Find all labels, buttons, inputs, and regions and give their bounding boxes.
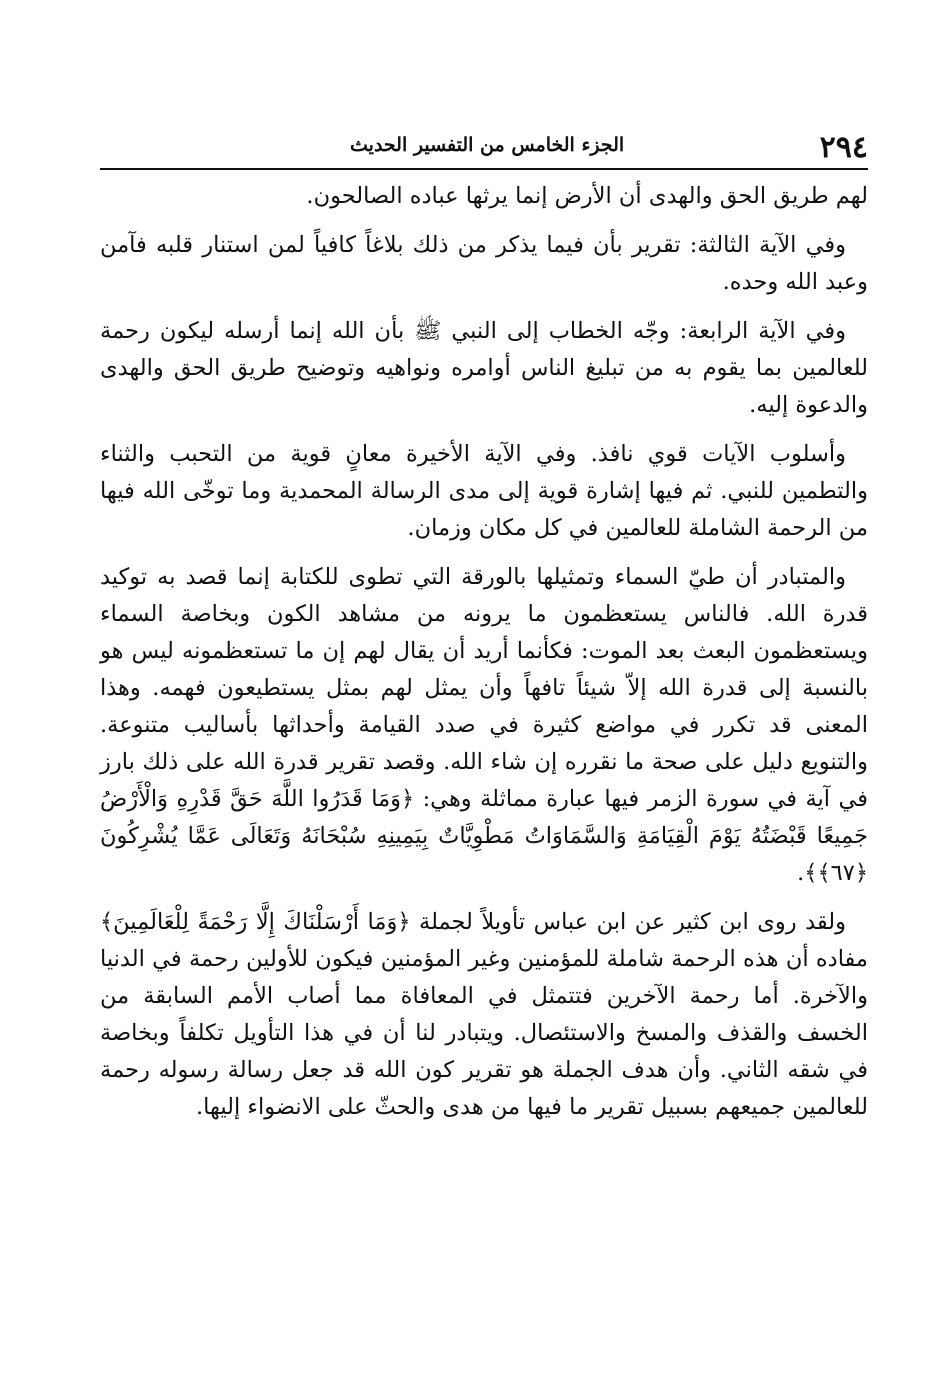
- page-body: [100, 178, 868, 1126]
- page-header: [100, 128, 868, 170]
- running-title: الجزء الخامس من التفسير الحديث: [350, 134, 625, 156]
- paragraph: وفي الآية الثالثة: تقرير بأن فيما يذكر من ذلك بلاغاً كافياً لمن استنار قلبه فآمن وعبد الله وحده.: [100, 232, 868, 295]
- page-number: ٢٩٤: [819, 130, 868, 165]
- paragraph: والمتبادر أن طيّ السماء وتمثيلها بالورقة التي تطوى للكتابة إنما قصد به توكيد قدرة الله. فالناس يستعظمون ما يرونه من مشاهد الكون وبخاصة السماء ويستعظمون البعث بعد الموت: فكأنما أريد أن يقال لهم إن ما تستعظمونه ليس هو بالنسبة إلى قدرة الله إلاّ شيئاً تافهاً وأن يمثل لهم بمثل يستطيعون فهمه. وهذا المعنى قد تكرر في مواضع كثيرة في صدد القيامة وأحداثها بأساليب متنوعة. والتنويع دليل على صحة ما نقرره إن شاء الله. وقصد تقرير قدرة الله على ذلك بارز في آية في سورة الزمر فيها عبارة مماثلة وهي: ﴿وَمَا قَدَرُوا اللَّهَ حَقَّ قَدْرِهِ وَالْأَرْضُ جَمِيعًا قَبْضَتُهُ يَوْمَ الْقِيَامَةِ وَالسَّمَاوَاتُ مَطْوِيَّاتٌ بِيَمِينِهِ سُبْحَانَهُ وَتَعَالَى عَمَّا يُشْرِكُونَ ﴿٦٧﴾﴾.: [100, 564, 868, 886]
- paragraph: ولقد روى ابن كثير عن ابن عباس تأويلاً لجملة ﴿وَمَا أَرْسَلْنَاكَ إِلَّا رَحْمَةً لِلْعَالَمِينَ﴾ مفاده أن هذه الرحمة شاملة للمؤمنين وغير المؤمنين فيكون للأولين رحمة في الدنيا والآخرة. أما رحمة الآخرين فتتمثل في المعافاة مما أصاب الأمم السابقة من الخسف والقذف والمسخ والاستئصال. ويتبادر لنا أن في هذا التأويل تكلفاً وبخاصة في شقه الثاني. وأن هدف الجملة هو تقرير كون الله قد جعل رسالة رسوله رحمة للعالمين جميعهم بسبيل تقرير ما فيها من هدى والحثّ على الانضواء إليها.: [100, 909, 869, 1120]
- paragraph: لهم طريق الحق والهدى أن الأرض إنما يرثها عباده الصالحون.: [306, 183, 868, 209]
- paragraph: وفي الآية الرابعة: وجّه الخطاب إلى النبي ﷺ بأن الله إنما أرسله ليكون رحمة للعالمين بما يقوم به من تبليغ الناس أوامره ونواهيه وتوضيح طريق الحق والهدى والدعوة إليه.: [100, 318, 868, 418]
- book-page: [100, 128, 868, 1138]
- paragraph: وأسلوب الآيات قوي نافذ. وفي الآية الأخيرة معانٍ قوية من التحبب والثناء والتطمين للنبي. ثم فيها إشارة قوية إلى مدى الرسالة المحمدية وما توخّى الله فيها من الرحمة الشاملة للعالمين في كل مكان وزمان.: [100, 441, 868, 541]
